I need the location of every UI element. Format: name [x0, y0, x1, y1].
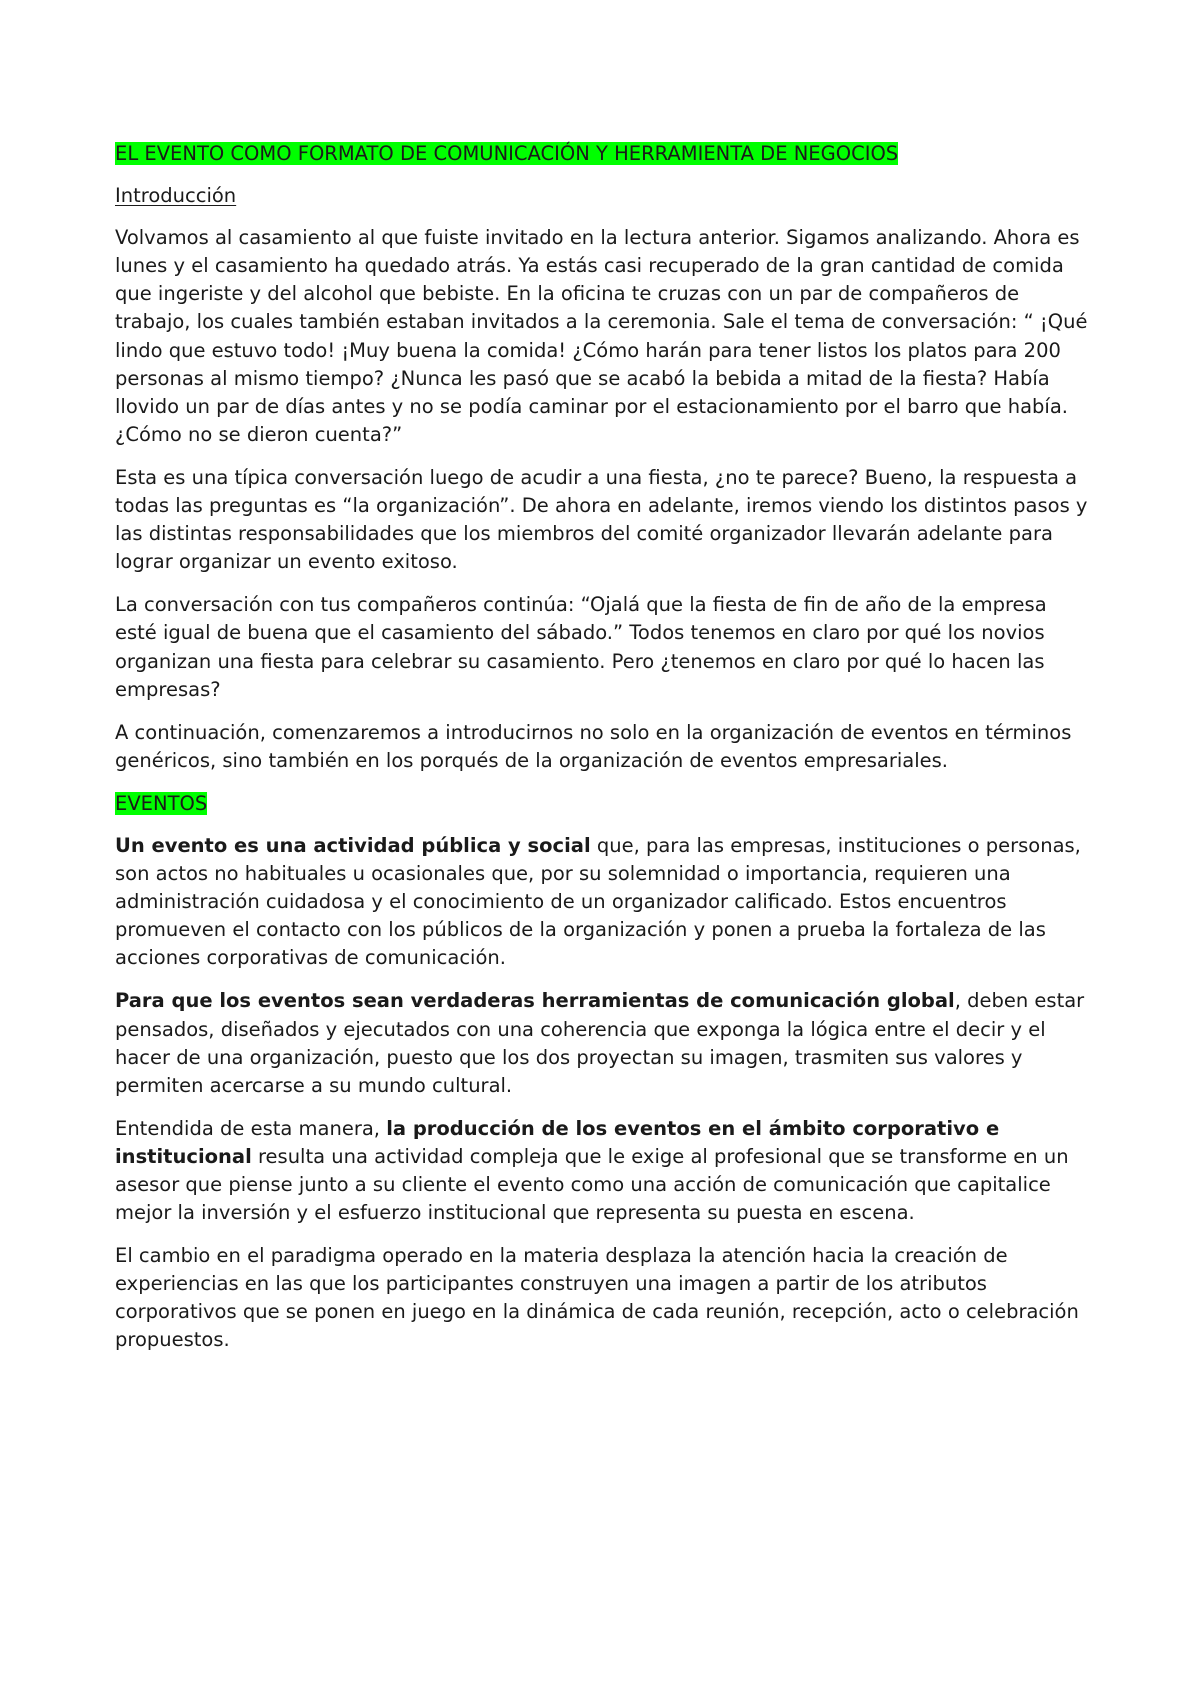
events-heading-text: EVENTOS	[115, 791, 208, 815]
intro-paragraph-4: A continuación, comenzaremos a introducirnos no solo en la organización de eventos en términos genéricos, sino también en los porqués de la organización de eventos empresariales.	[115, 720, 1072, 772]
intro-paragraph-3: La conversación con tus compañeros continúa: “Ojalá que la fiesta de fin de año de la empresa esté igual de buena que el casamiento del sábado.” Todos tenemos en claro por qué los novios organizan una fiesta para celebrar su casamiento. Pero ¿tenemos en claro por qué lo hacen las empresas?	[115, 593, 1047, 701]
events-paragraph-1-bold: Un evento es una actividad pública y social	[115, 833, 591, 857]
events-paragraph-2	[115, 987, 1090, 1099]
document-body	[115, 140, 1090, 1370]
events-paragraph-3-bold: la producción de los eventos en el ámbito corporativo e institucional	[115, 1116, 1000, 1168]
events-paragraph-3-lead: Entendida de esta manera,	[115, 1116, 387, 1140]
events-paragraph-1	[115, 832, 1090, 972]
intro-heading	[115, 182, 1090, 210]
intro-paragraph-2: Esta es una típica conversación luego de acudir a una fiesta, ¿no te parece? Bueno, la respuesta a todas las preguntas es “la organización”. De ahora en adelante, iremos viendo los distintos pasos y las distintas responsabilidades que los miembros del comité organizador llevarán adelante para lograr organizar un evento exitoso.	[115, 465, 1088, 574]
intro-heading-text: Introducción	[115, 184, 237, 208]
document-title	[115, 140, 1090, 168]
events-paragraph-1-rest: que, para las empresas, instituciones o personas, son actos no habituales u ocasionales que, por su solemnidad o importancia, requieren una administración cuidadosa y el conocimiento de un organizador calificado. Estos encuentros promueven el contacto con los públicos de la organización y ponen a prueba la fortaleza de las acciones corporativas de comunicación.	[115, 833, 1081, 970]
document-title-text: EL EVENTO COMO FORMATO DE COMUNICACIÓN Y HERRAMIENTA DE NEGOCIOS	[115, 142, 899, 165]
events-paragraph-2-bold: Para que los eventos sean verdaderas herramientas de comunicación global	[115, 989, 955, 1013]
events-heading	[115, 790, 1090, 818]
events-paragraph-3-rest: resulta una actividad compleja que le exige al profesional que se transforme en un asesor que piense junto a su cliente el evento como una acción de comunicación que capitalice mejor la inversión y el esfuerzo institucional que representa su puesta en escena.	[115, 1144, 1069, 1225]
events-paragraph-3	[115, 1115, 1090, 1227]
intro-paragraph-1: Volvamos al casamiento al que fuiste invitado en la lectura anterior. Sigamos analizando. Ahora es lunes y el casamiento ha quedado atrás. Ya estás casi recuperado de la gran cantidad de comida que ingeriste y del alcohol que bebiste. En la oficina te cruzas con un par de compañeros de trabajo, los cuales también estaban invitados a la ceremonia. Sale el tema de conversación: “ ¡Qué lindo que estuvo todo! ¡Muy buena la comida! ¿Cómo harán para tener listos los platos para 200 personas al mismo tiempo? ¿Nunca les pasó que se acabó la bebida a mitad de la fiesta? Había llovido un par de días antes y no se podía caminar por el estacionamiento por el barro que había. ¿Cómo no se dieron cuenta?”	[115, 226, 1088, 446]
events-paragraph-2-rest: , deben estar pensados, diseñados y ejecutados con una coherencia que exponga la lógica entre el decir y el hacer de una organización, puesto que los dos proyectan su imagen, trasmiten sus valores y permiten acercarse a su mundo cultural.	[115, 989, 1085, 1097]
events-paragraph-4: El cambio en el paradigma operado en la materia desplaza la atención hacia la creación de experiencias en las que los participantes construyen una imagen a partir de los atributos corporativos que se ponen en juego en la dinámica de cada reunión, recepción, acto o celebración propuestos.	[115, 1244, 1079, 1352]
